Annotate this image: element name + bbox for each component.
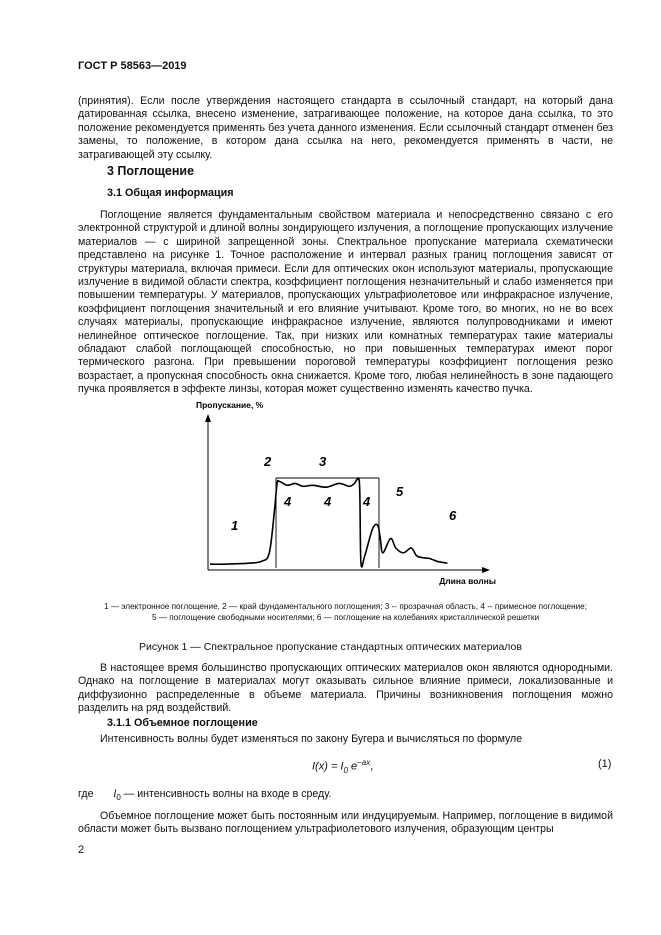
figure-legend-line-1: 1 — электронное поглощение, 2 — край фундаментального поглощения; 3 -- прозрачная область, 4 -- примесное поглощение; <box>104 602 587 611</box>
paragraph-homogeneity: В настоящее время большинство пропускающих оптических материалов окон являются однородными. Однако на поглощение в материалах могут оказывать сильное влияние примеси, локализованные и диффузионно распределенные в объеме материала. Причины возникновения поглощения можно разделить на ряд воздействий. <box>78 662 613 715</box>
y-axis-label: Пропускание, % <box>196 400 264 410</box>
region-label-2: 2 <box>264 454 272 469</box>
formula-exponent: −ax <box>357 758 371 767</box>
region-label-4: 4 <box>284 494 292 509</box>
region-label-5: 5 <box>396 484 404 499</box>
section-title: 3 Поглощение <box>107 164 195 178</box>
region-label-4: 4 <box>363 494 371 509</box>
subsection-title: 3.1 Общая информация <box>107 187 234 199</box>
formula-lhs: I(x) = I <box>312 760 344 773</box>
transmission-curve <box>210 478 447 567</box>
subsubsection-title: 3.1.1 Объемное поглощение <box>107 717 258 729</box>
formula-exp-base: e <box>347 760 358 773</box>
x-axis-label: Длина волны <box>439 576 496 586</box>
region-label-4: 4 <box>324 494 332 509</box>
figure-legend-line-2: 5 — поглощение свободными носителями; 6 — поглощение на колебаниях кристаллической решетки <box>151 613 540 622</box>
document-header: ГОСТ Р 58563—2019 <box>78 60 187 72</box>
formula-number: (1) <box>598 758 612 770</box>
figure-title: Рисунок 1 — Спектральное пропускание стандартных оптических материалов <box>139 641 522 653</box>
transmission-chart <box>196 400 496 590</box>
where-clause <box>78 788 331 802</box>
page-number: 2 <box>78 844 85 856</box>
section-paragraph: Поглощение является фундаментальным свойством материала и непосредственно связано с его электронной структурой и длиной волны зондирующего излучения, а поглощение пропускающих излучение материалов — с шириной запрещенной зоны. Спектральное пропускание материала схематически представлено на рисунке 1. Точное расположение и интервал разных границ поглощения зависят от структуры материала, включая примеси. Если для оптических окон используют материалы, пропускающие излучение в видимой области спектра, коэффициент поглощения незначительный и слабо изменяется при повышении температуры. У материалов, пропускающих ультрафиолетовое или инфракрасное излучение, коэффициент поглощения значительный и его влияние учитывают. Кроме того, во многих, но не во всех случаях материалы, пропускающие инфракрасное излучение, являются полупроводниками и имеют нелинейное оптическое поглощение. Так, при низких или комнатных температурах такие материалы обладают слабой поглощающей способностью, но при повышенных температурах имеют порог термического разгона. При превышении пороговой температуры коэффициент поглощения резко возрастает, а пропускная способность окна снижается. Кроме того, любая нелинейность в зоне падающего пучка проявляется в эффекте линзы, которая может существенно изменять качество пучка. <box>78 209 613 396</box>
where-word: где <box>78 788 94 800</box>
where-subscript: 0 <box>116 793 121 803</box>
region-label-6: 6 <box>449 508 457 523</box>
y-axis-arrow <box>205 414 211 422</box>
formula-end: , <box>370 760 374 773</box>
region-label-1: 1 <box>231 518 239 533</box>
formula-bouguer <box>312 758 373 775</box>
intro-paragraph: (принятия). Если после утверждения настоящего стандарта в ссылочный стандарт, на который дана датированная ссылка, внесено изменение, затрагивающее положение, на которое дана ссылка, то это положение рекомендуется применять без учета данного изменения. Если ссылочный стандарт отменен без замены, то положение, в котором дана ссылка на него, рекомендуется применять в части, не затрагивающей эту ссылку. <box>78 95 613 161</box>
x-axis-arrow <box>482 567 490 573</box>
formula-subscript: 0 <box>343 765 348 775</box>
where-text: — интенсивность волны на входе в среду. <box>120 788 332 800</box>
where-symbol: I <box>113 788 117 800</box>
region-label-3: 3 <box>319 454 327 469</box>
paragraph-volume-absorption: Объемное поглощение может быть постоянным или индуцируемым. Например, поглощение в видимой области может быть вызвано поглощением ультрафиолетового излучения, образующим центры <box>78 810 613 836</box>
subsubsection-intro: Интенсивность волны будет изменяться по закону Бугера и вычисляться по формуле <box>100 733 523 745</box>
